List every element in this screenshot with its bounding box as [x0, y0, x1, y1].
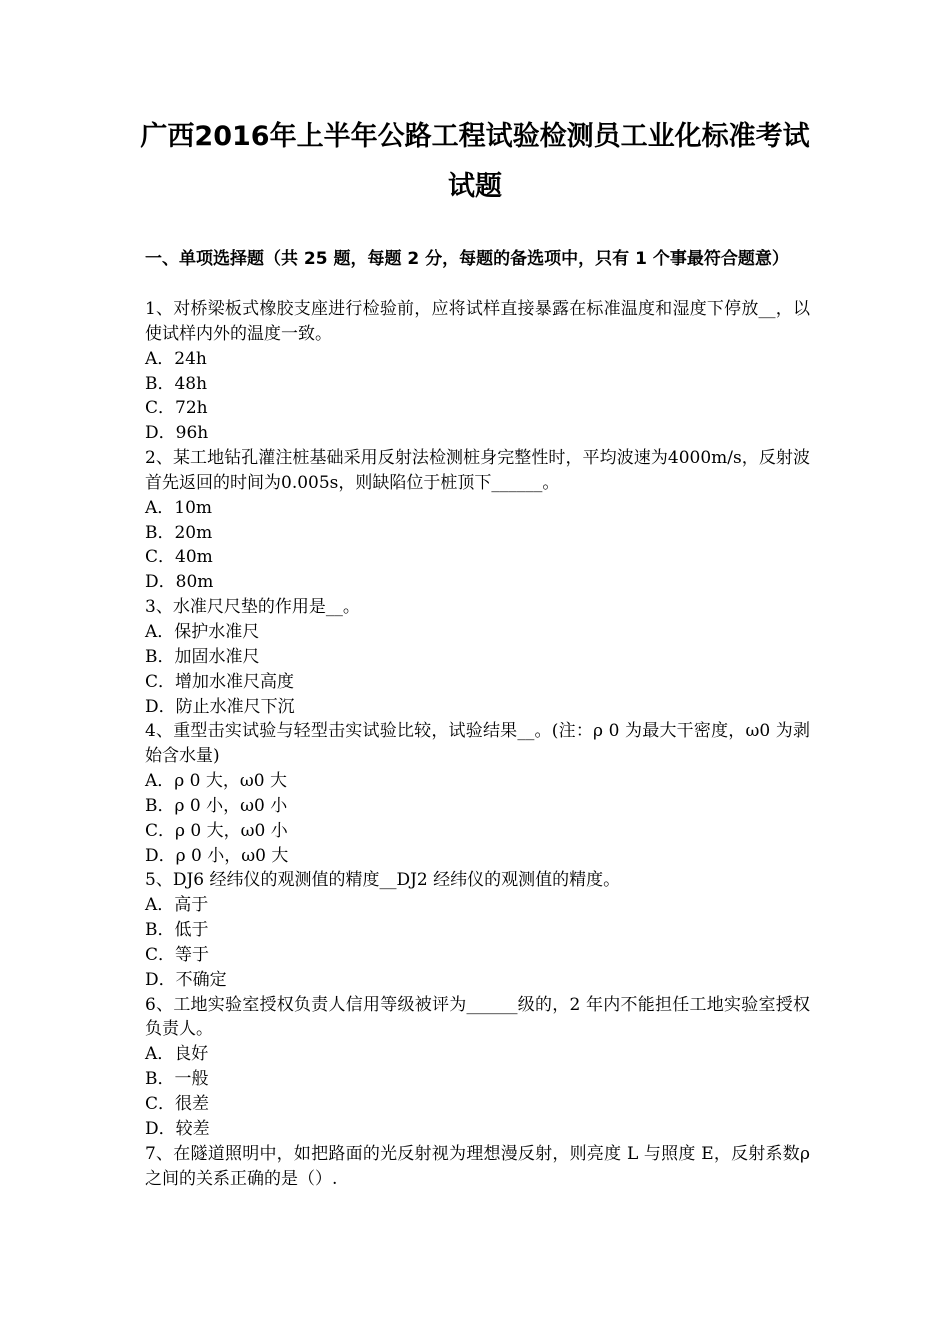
answer-option: C．增加水准尺高度	[145, 671, 295, 692]
answer-option: D．不确定	[145, 969, 227, 990]
question-item	[145, 595, 810, 719]
answer-option: C．ρ 0 大，ω0 小	[145, 820, 288, 841]
answer-option: A．10m	[145, 497, 213, 518]
question-item	[145, 446, 810, 595]
question-item	[145, 719, 810, 868]
answer-option: D．ρ 0 小，ω0 大	[145, 845, 289, 866]
question-stem: 2、某工地钻孔灌注桩基础采用反射法检测桩身完整性时，平均波速为4000m/s，反射波首先返回的时间为0.005s，则缺陷位于桩顶下______。	[145, 448, 810, 493]
answer-option: B．加固水准尺	[145, 646, 260, 667]
answer-option: A．24h	[145, 348, 207, 369]
section-heading: 一、单项选择题（共 25 题，每题 2 分，每题的备选项中，只有 1 个事最符合题意）	[145, 249, 789, 269]
answer-option: C．72h	[145, 398, 208, 419]
answer-option: B．一般	[145, 1069, 209, 1090]
answer-option: A．保护水准尺	[145, 621, 260, 642]
question-list	[145, 297, 810, 1191]
question-item	[145, 297, 810, 446]
answer-option: C．40m	[145, 547, 213, 568]
question-item	[145, 993, 810, 1142]
question-stem: 1、对桥梁板式橡胶支座进行检验前，应将试样直接暴露在标准温度和湿度下停放__，以使试样内外的温度一致。	[145, 299, 810, 344]
answer-option: D．较差	[145, 1118, 210, 1139]
question-stem: 4、重型击实试验与轻型击实试验比较，试验结果__。(注：ρ 0 为最大干密度，ω0 为剥始含水量)	[145, 721, 810, 767]
answer-option: A．高于	[145, 895, 209, 916]
question-stem: 6、工地实验室授权负责人信用等级被评为______级的，2 年内不能担任工地实验室授权负责人。	[145, 994, 810, 1040]
question-stem: 3、水准尺尺垫的作用是__。	[145, 597, 360, 618]
question-stem: 7、在隧道照明中，如把路面的光反射视为理想漫反射，则亮度 L 与照度 E，反射系数ρ 之间的关系正确的是（）.	[145, 1143, 810, 1189]
answer-option: B．48h	[145, 373, 208, 394]
answer-option: A．ρ 0 大，ω0 大	[145, 771, 287, 792]
question-stem: 5、DJ6 经纬仪的观测值的精度__DJ2 经纬仪的观测值的精度。	[145, 870, 621, 891]
question-item	[145, 868, 810, 992]
answer-option: D．防止水准尺下沉	[145, 696, 295, 717]
answer-option: C．很差	[145, 1094, 210, 1114]
question-item	[145, 1142, 810, 1192]
answer-option: D．96h	[145, 423, 209, 444]
answer-option: B．20m	[145, 522, 213, 543]
answer-option: A．良好	[145, 1044, 209, 1065]
answer-option: B．ρ 0 小，ω0 小	[145, 795, 288, 816]
answer-option: C．等于	[145, 944, 210, 965]
document-title: 广西2016年上半年公路工程试验检测员工业化标准考试试题	[140, 121, 810, 202]
answer-option: D．80m	[145, 572, 214, 593]
answer-option: B．低于	[145, 920, 209, 941]
